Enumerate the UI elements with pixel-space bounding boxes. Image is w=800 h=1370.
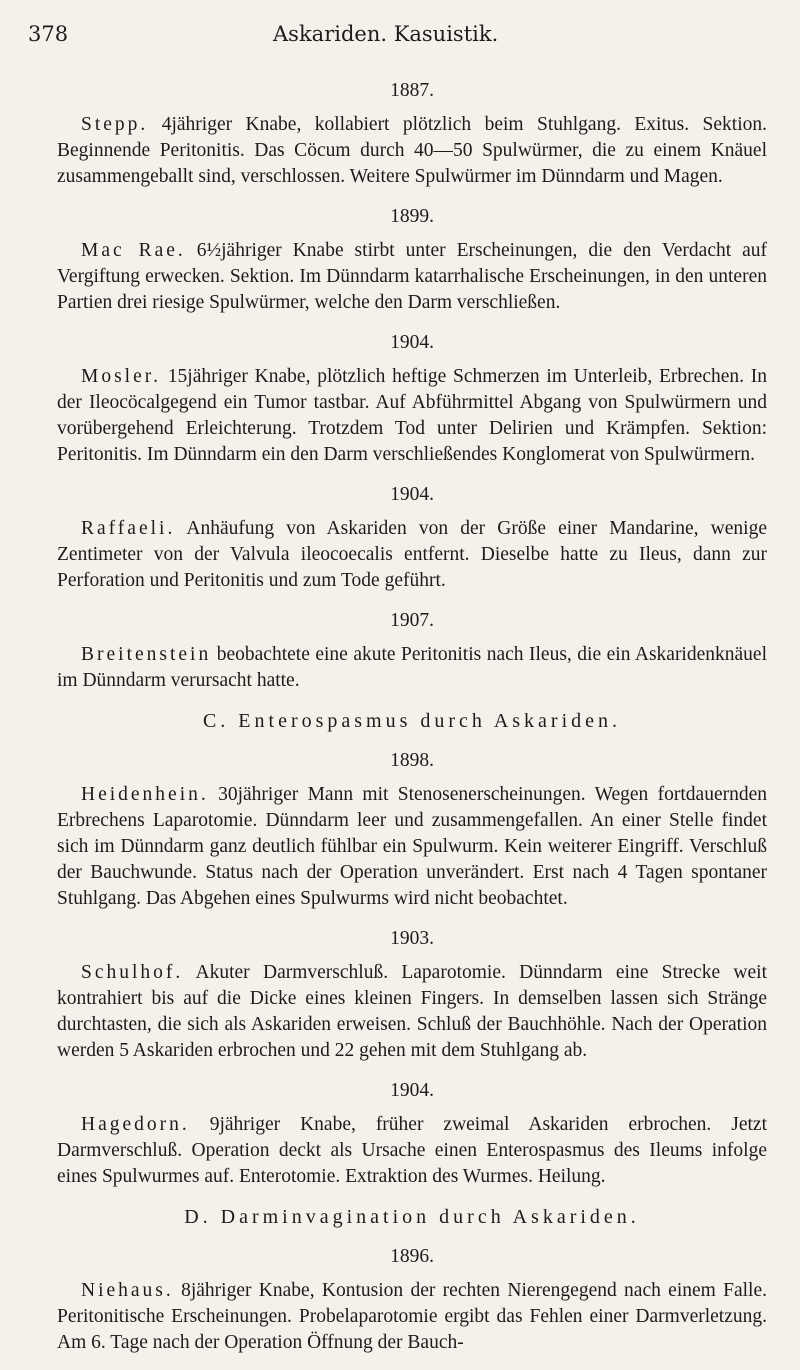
case-paragraph xyxy=(57,1112,767,1190)
case-text: 30jähriger Mann mit Stenosenerscheinungen. Wegen fortdauernden Erbrechens Laparotomie. Dünndarm leer und zusammengefallen. An einer Stelle findet sich im Dünndarm ganz deutlich fühlbar ein Spulwurm. Kein weiterer Eingriff. Verschluß der Bauchwunde. Status nach der Operation unverändert. Erst nach 4 Tagen spontaner Stuhlgang. Das Abgehen eines Spulwurms wird nicht beobachtet. xyxy=(57,784,768,909)
case-text: 15jähriger Knabe, plötzlich heftige Schmerzen im Unterleib, Erbrechen. In der Ileocöcalgegend ein Tumor tastbar. Auf Abführmittel Abgang von Spulwürmern und vorübergehend Erleichterung. Trotzdem Tod unter Delirien und Krämpfen. Sektion: Peritonitis. Im Dünndarm ein den Darm verschließendes Konglomerat von Spulwürmern. xyxy=(57,366,767,465)
case-year: 1903. xyxy=(390,928,434,949)
case-year: 1904. xyxy=(390,1080,434,1101)
case-block xyxy=(57,926,767,1064)
case-author: Raffaeli. xyxy=(81,518,176,539)
case-text: 6½jähriger Knabe stirbt unter Erscheinungen, die den Verdacht auf Vergiftung erwecken. Sektion. Im Dünndarm katarrhalische Erscheinungen, in den unteren Partien drei riesige Spulwürmer, welche den Darm verschließen. xyxy=(57,240,767,313)
section-heading-enterospasmus: C. Enterospasmus durch Askariden. xyxy=(202,710,622,732)
case-block xyxy=(57,204,767,316)
case-author: Niehaus. xyxy=(81,1280,174,1301)
case-block xyxy=(57,608,767,694)
running-title: Askariden. Kasuistik. xyxy=(273,22,499,46)
case-block xyxy=(57,748,767,912)
case-year: 1899. xyxy=(390,206,434,227)
case-paragraph xyxy=(57,782,767,912)
page-number: 378 xyxy=(28,22,69,46)
case-author: Schulhof. xyxy=(81,962,184,983)
case-author: Heidenhein. xyxy=(81,784,209,805)
case-author: Mac Rae. xyxy=(81,240,186,261)
case-text: Akuter Darmverschluß. Laparotomie. Dünndarm eine Strecke weit kontrahiert bis auf die Dicke eines kleinen Fingers. In demselben lassen sich Stränge durchtasten, die sich als Askariden erweisen. Schluß der Bauchhöhle. Nach der Operation werden 5 Askariden erbrochen und 22 gehen mit dem Stuhlgang ab. xyxy=(57,962,767,1061)
case-year: 1898. xyxy=(390,750,434,771)
case-paragraph xyxy=(57,238,767,316)
case-year: 1896. xyxy=(390,1246,434,1267)
case-paragraph xyxy=(57,112,767,190)
case-block xyxy=(57,482,767,594)
case-author: Stepp. xyxy=(81,114,149,135)
case-block xyxy=(57,330,767,468)
case-author: Breitenstein xyxy=(81,644,212,665)
case-text: beobachtete eine akute Peritonitis nach Ileus, die ein Askaridenknäuel im Dünndarm verursacht hatte. xyxy=(57,644,767,691)
case-year: 1904. xyxy=(390,484,434,505)
case-paragraph xyxy=(57,1278,767,1356)
case-year: 1887. xyxy=(390,80,434,101)
case-year: 1904. xyxy=(390,332,434,353)
case-year: 1907. xyxy=(390,610,434,631)
case-paragraph xyxy=(57,642,767,694)
case-text: 4jähriger Knabe, kollabiert plötzlich beim Stuhlgang. Exitus. Sektion. Beginnende Peritonitis. Das Cöcum durch 40—50 Spulwürmer, die zu einem Knäuel zusammengeballt sind, verschlossen. Weitere Spulwürmer im Dünndarm und Magen. xyxy=(57,114,767,187)
case-text: 8jähriger Knabe, Kontusion der rechten Nierengegend nach einem Falle. Peritonitische Erscheinungen. Probelaparotomie ergibt das Fehlen einer Darmverletzung. Am 6. Tage nach der Operation Öffnung der Bauch- xyxy=(57,1280,768,1353)
case-block xyxy=(57,1078,767,1190)
case-author: Hagedorn. xyxy=(81,1114,190,1135)
case-block xyxy=(57,78,767,190)
section-heading-invagination: D. Darminvagination durch Askariden. xyxy=(184,1206,640,1228)
case-paragraph xyxy=(57,364,767,468)
case-block xyxy=(57,1244,767,1356)
case-text: 9jähriger Knabe, früher zweimal Askariden erbrochen. Jetzt Darmverschluß. Operation deckt als Ursache einen Enterospasmus des Ileums infolge eines Spulwurmes auf. Enterotomie. Extraktion des Wurmes. Heilung. xyxy=(57,1114,767,1187)
case-author: Mosler. xyxy=(81,366,162,387)
case-paragraph xyxy=(57,960,767,1064)
page-header xyxy=(28,14,780,54)
case-text: Anhäufung von Askariden von der Größe einer Mandarine, wenige Zentimeter von der Valvula ileocoecalis entfernt. Dieselbe hatte zu Ileus, dann zur Perforation und Peritonitis und zum Tode geführt. xyxy=(57,518,767,591)
page-body xyxy=(57,78,767,1370)
case-paragraph xyxy=(57,516,767,594)
